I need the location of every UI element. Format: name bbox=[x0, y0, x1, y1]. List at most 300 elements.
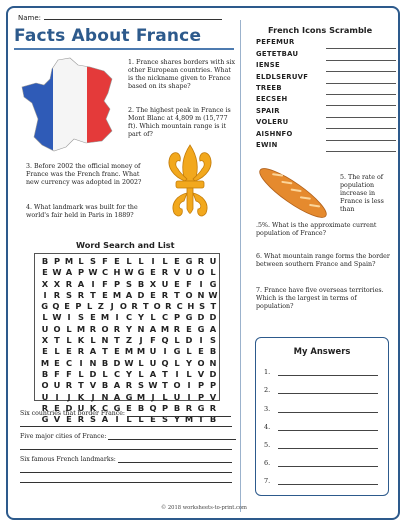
grid-letter[interactable]: O bbox=[197, 357, 205, 368]
grid-letter[interactable]: L bbox=[78, 256, 84, 266]
word-list-cities-line2 bbox=[20, 443, 232, 450]
grid-letter[interactable]: P bbox=[161, 402, 169, 413]
grid-letter[interactable]: B bbox=[101, 357, 109, 368]
grid-letter[interactable]: L bbox=[174, 357, 180, 368]
answer-line[interactable] bbox=[278, 429, 378, 431]
grid-letter[interactable]: L bbox=[102, 368, 108, 379]
grid-letter[interactable]: D bbox=[185, 335, 193, 346]
scramble-list bbox=[256, 38, 396, 152]
grid-letter[interactable]: S bbox=[126, 278, 132, 289]
grid-letter[interactable]: R bbox=[77, 289, 85, 300]
grid-letter[interactable]: M bbox=[184, 414, 194, 425]
grid-letter[interactable]: M bbox=[136, 391, 146, 402]
grid-letter[interactable]: J bbox=[91, 391, 95, 402]
grid-letter[interactable]: B bbox=[173, 402, 181, 413]
grid-letter[interactable]: N bbox=[89, 357, 97, 368]
grid-letter[interactable]: T bbox=[198, 414, 204, 425]
grid-letter[interactable]: R bbox=[161, 267, 169, 278]
grid-letter[interactable]: E bbox=[174, 278, 180, 289]
grid-letter[interactable]: F bbox=[66, 368, 72, 379]
grid-letter[interactable]: I bbox=[67, 312, 71, 323]
grid-letter[interactable]: P bbox=[197, 391, 205, 402]
grid-letter[interactable]: C bbox=[113, 368, 121, 379]
grid-letter[interactable]: A bbox=[65, 267, 73, 278]
grid-letter[interactable]: R bbox=[77, 414, 85, 425]
scramble-word: PEFEMUR bbox=[256, 38, 295, 47]
grid-letter[interactable]: I bbox=[199, 278, 203, 289]
grid-letter[interactable]: H bbox=[113, 267, 121, 278]
grid-letter[interactable]: O bbox=[197, 267, 205, 278]
grid-letter[interactable]: B bbox=[137, 278, 145, 289]
grid-letter[interactable]: I bbox=[163, 346, 167, 357]
grid-letter[interactable]: S bbox=[66, 289, 72, 300]
grid-letter[interactable]: L bbox=[162, 256, 168, 266]
title-rule bbox=[14, 48, 234, 50]
question-5-continued: .5%. What is the approximate current population of France? bbox=[256, 222, 377, 237]
grid-letter[interactable]: I bbox=[43, 289, 47, 300]
grid-letter[interactable]: D bbox=[65, 402, 73, 413]
grid-letter[interactable]: G bbox=[185, 312, 193, 323]
list-label-cities: Five major cities of France: bbox=[20, 433, 107, 440]
grid-letter[interactable]: C bbox=[161, 312, 169, 323]
grid-letter[interactable]: M bbox=[136, 346, 146, 357]
grid-letter[interactable]: F bbox=[150, 335, 156, 346]
grid-letter[interactable]: L bbox=[186, 346, 192, 357]
baguette-image bbox=[252, 161, 334, 225]
grid-letter[interactable]: C bbox=[125, 312, 133, 323]
fleur-de-lis-image bbox=[160, 143, 220, 228]
grid-letter[interactable]: I bbox=[91, 278, 95, 289]
scramble-answer-line[interactable] bbox=[326, 108, 396, 118]
grid-letter[interactable]: P bbox=[113, 278, 121, 289]
grid-letter[interactable]: G bbox=[137, 267, 145, 278]
answer-line[interactable] bbox=[20, 466, 232, 473]
grid-letter[interactable]: L bbox=[186, 368, 192, 379]
grid-letter[interactable]: G bbox=[125, 391, 133, 402]
grid-letter[interactable]: D bbox=[197, 312, 205, 323]
grid-letter[interactable]: R bbox=[131, 301, 138, 312]
grid-letter[interactable]: X bbox=[41, 335, 49, 346]
grid-letter[interactable]: J bbox=[151, 391, 155, 402]
grid-letter[interactable]: I bbox=[115, 312, 119, 323]
grid-letter[interactable]: S bbox=[90, 414, 96, 425]
grid-letter[interactable]: Q bbox=[52, 301, 60, 312]
grid-letter[interactable]: E bbox=[64, 301, 70, 312]
grid-letter[interactable]: E bbox=[150, 267, 156, 278]
grid-letter[interactable]: L bbox=[138, 368, 144, 379]
word-list-cities bbox=[20, 433, 236, 440]
grid-letter[interactable]: W bbox=[52, 267, 62, 278]
grid-letter[interactable]: E bbox=[174, 256, 180, 266]
scramble-item bbox=[256, 49, 396, 60]
grid-letter[interactable]: L bbox=[66, 335, 72, 346]
answer-line[interactable] bbox=[278, 411, 378, 413]
scramble-item bbox=[256, 118, 396, 129]
my-answers-box bbox=[255, 337, 389, 496]
scramble-word: ELDLSERUVF bbox=[256, 72, 309, 81]
grid-letter[interactable]: S bbox=[90, 256, 96, 266]
grid-letter[interactable]: Q bbox=[149, 402, 157, 413]
answer-line[interactable] bbox=[278, 465, 378, 467]
grid-letter[interactable]: E bbox=[126, 402, 132, 413]
answer-line[interactable] bbox=[108, 433, 236, 440]
grid-letter[interactable]: C bbox=[65, 357, 73, 368]
grid-letter[interactable]: R bbox=[165, 301, 172, 312]
grid-letter[interactable]: E bbox=[114, 256, 120, 266]
grid-letter[interactable]: W bbox=[148, 380, 158, 391]
grid-letter[interactable]: Q bbox=[161, 335, 169, 346]
grid-letter[interactable]: U bbox=[53, 380, 61, 391]
grid-letter[interactable]: L bbox=[138, 357, 144, 368]
answer-number: 4. bbox=[264, 422, 271, 431]
grid-letter[interactable]: O bbox=[173, 380, 181, 391]
grid-letter[interactable]: L bbox=[42, 312, 48, 323]
word-list-landmarks-line3 bbox=[20, 476, 232, 483]
grid-letter[interactable]: D bbox=[209, 368, 217, 379]
grid-letter[interactable]: P bbox=[197, 380, 205, 391]
grid-row bbox=[35, 256, 219, 267]
grid-letter[interactable]: O bbox=[53, 323, 61, 334]
grid-letter[interactable]: S bbox=[162, 414, 168, 425]
grid-letter[interactable]: U bbox=[149, 357, 157, 368]
grid-letter[interactable]: D bbox=[137, 289, 145, 300]
grid-letter[interactable]: E bbox=[150, 414, 156, 425]
grid-letter[interactable]: R bbox=[113, 323, 121, 334]
grid-letter[interactable]: A bbox=[101, 414, 109, 425]
grid-letter[interactable]: Y bbox=[185, 357, 192, 368]
grid-letter[interactable]: G bbox=[197, 323, 205, 334]
scramble-item bbox=[256, 61, 396, 72]
grid-letter[interactable]: Z bbox=[125, 335, 133, 346]
grid-letter[interactable]: C bbox=[176, 301, 183, 312]
grid-letter[interactable]: T bbox=[210, 301, 217, 312]
grid-letter[interactable]: K bbox=[89, 402, 97, 413]
grid-letter[interactable]: L bbox=[54, 346, 60, 357]
grid-letter[interactable]: S bbox=[199, 301, 206, 312]
scramble-word: VOLERU bbox=[256, 118, 289, 127]
grid-letter[interactable]: G bbox=[209, 278, 217, 289]
grid-letter[interactable]: I bbox=[187, 391, 191, 402]
grid-letter[interactable]: A bbox=[149, 323, 157, 334]
grid-letter[interactable]: J bbox=[67, 391, 71, 402]
answer-line[interactable] bbox=[278, 374, 378, 376]
grid-letter[interactable]: I bbox=[151, 256, 155, 266]
answer-line[interactable] bbox=[127, 410, 231, 417]
grid-letter[interactable]: Y bbox=[173, 414, 180, 425]
answer-line[interactable] bbox=[20, 476, 232, 483]
grid-row bbox=[35, 290, 219, 301]
grid-letter[interactable]: Z bbox=[97, 301, 104, 312]
grid-letter[interactable]: C bbox=[101, 267, 109, 278]
grid-row bbox=[35, 324, 219, 335]
grid-letter[interactable]: P bbox=[173, 312, 181, 323]
scramble-item bbox=[256, 95, 396, 106]
scramble-word: GETETBAU bbox=[256, 49, 299, 58]
scramble-answer-line[interactable] bbox=[326, 131, 396, 141]
scramble-answer-line[interactable] bbox=[326, 62, 396, 72]
question-5: 5. The rate of population increase in France is less than bbox=[340, 174, 384, 213]
grid-letter[interactable]: B bbox=[209, 414, 217, 425]
grid-letter[interactable]: M bbox=[160, 323, 170, 334]
name-label: Name: bbox=[18, 14, 42, 22]
grid-letter[interactable]: E bbox=[54, 402, 60, 413]
grid-letter[interactable]: I bbox=[187, 380, 191, 391]
grid-letter[interactable]: A bbox=[89, 346, 97, 357]
grid-letter[interactable]: O bbox=[41, 380, 49, 391]
scramble-answer-line[interactable] bbox=[326, 85, 396, 95]
grid-letter[interactable]: N bbox=[101, 335, 109, 346]
grid-letter[interactable]: L bbox=[162, 391, 168, 402]
grid-letter[interactable]: O bbox=[101, 323, 109, 334]
grid-letter[interactable]: R bbox=[209, 402, 217, 413]
grid-letter[interactable]: T bbox=[174, 289, 180, 300]
question-7: 7. France have five overseas territories. Which is the largest in terms of population? bbox=[256, 287, 384, 310]
grid-letter[interactable]: T bbox=[143, 301, 149, 312]
scramble-item bbox=[256, 141, 396, 152]
answer-line[interactable] bbox=[20, 420, 232, 427]
grid-letter[interactable]: D bbox=[113, 357, 121, 368]
grid-letter[interactable]: L bbox=[78, 368, 84, 379]
grid-letter[interactable]: I bbox=[199, 335, 203, 346]
answer-number: 1. bbox=[264, 368, 271, 377]
grid-letter[interactable]: F bbox=[186, 278, 192, 289]
grid-letter[interactable]: U bbox=[209, 256, 217, 266]
grid-letter[interactable]: P bbox=[75, 301, 82, 312]
grid-letter[interactable]: L bbox=[138, 256, 144, 266]
grid-letter[interactable]: F bbox=[102, 278, 108, 289]
grid-letter[interactable]: P bbox=[53, 256, 61, 266]
grid-letter[interactable]: A bbox=[125, 289, 133, 300]
grid-letter[interactable]: R bbox=[89, 323, 97, 334]
answer-line[interactable] bbox=[278, 392, 378, 394]
grid-letter[interactable]: J bbox=[139, 335, 143, 346]
grid-letter[interactable]: Y bbox=[125, 323, 132, 334]
grid-letter[interactable]: R bbox=[65, 278, 73, 289]
grid-letter[interactable]: E bbox=[42, 346, 48, 357]
grid-letter[interactable]: V bbox=[197, 368, 205, 379]
grid-letter[interactable]: P bbox=[209, 380, 217, 391]
grid-letter[interactable]: R bbox=[185, 402, 193, 413]
grid-letter[interactable]: A bbox=[77, 278, 85, 289]
grid-letter[interactable]: U bbox=[185, 267, 193, 278]
grid-letter[interactable]: E bbox=[66, 414, 72, 425]
grid-letter[interactable]: R bbox=[161, 289, 169, 300]
grid-letter[interactable]: L bbox=[86, 301, 93, 312]
grid-letter[interactable]: M bbox=[124, 346, 134, 357]
grid-letter[interactable]: M bbox=[112, 289, 122, 300]
grid-letter[interactable]: F bbox=[54, 368, 60, 379]
grid-letter[interactable]: S bbox=[138, 380, 144, 391]
grid-letter[interactable]: E bbox=[198, 346, 204, 357]
scramble-answer-line[interactable] bbox=[326, 39, 396, 49]
grid-letter[interactable]: H bbox=[187, 301, 195, 312]
grid-letter[interactable]: X bbox=[149, 278, 157, 289]
grid-letter[interactable]: D bbox=[209, 312, 217, 323]
grid-letter[interactable]: T bbox=[162, 380, 168, 391]
grid-letter[interactable]: L bbox=[90, 335, 96, 346]
answer-line[interactable] bbox=[20, 443, 232, 450]
answer-line[interactable] bbox=[118, 456, 232, 463]
grid-letter[interactable]: O bbox=[185, 289, 193, 300]
word-list-countries-line2 bbox=[20, 420, 232, 427]
grid-letter[interactable]: B bbox=[209, 346, 217, 357]
grid-letter[interactable]: L bbox=[210, 267, 216, 278]
grid-letter[interactable]: P bbox=[77, 267, 85, 278]
grid-letter[interactable]: A bbox=[149, 368, 157, 379]
scramble-answer-line[interactable] bbox=[326, 142, 396, 152]
grid-row bbox=[35, 369, 219, 380]
answer-number: 2. bbox=[264, 386, 271, 395]
grid-letter[interactable]: W bbox=[124, 267, 134, 278]
grid-letter[interactable]: N bbox=[101, 391, 109, 402]
scramble-item bbox=[256, 106, 396, 117]
grid-letter[interactable]: L bbox=[126, 414, 132, 425]
grid-letter[interactable]: W bbox=[52, 312, 62, 323]
grid-letter[interactable]: U bbox=[41, 323, 49, 334]
grid-letter[interactable]: E bbox=[186, 323, 192, 334]
grid-letter[interactable]: L bbox=[66, 323, 72, 334]
grid-letter[interactable]: E bbox=[90, 312, 96, 323]
grid-letter[interactable]: D bbox=[89, 368, 97, 379]
grid-letter[interactable]: B bbox=[41, 256, 49, 266]
grid-letter[interactable]: B bbox=[41, 368, 49, 379]
word-list-countries bbox=[20, 410, 231, 417]
grid-letter[interactable]: O bbox=[119, 301, 127, 312]
grid-letter[interactable]: N bbox=[209, 357, 217, 368]
grid-letter[interactable]: U bbox=[41, 391, 49, 402]
scramble-answer-line[interactable] bbox=[326, 74, 396, 84]
grid-letter[interactable]: R bbox=[53, 289, 61, 300]
grid-row bbox=[35, 380, 219, 391]
grid-letter[interactable]: G bbox=[113, 402, 121, 413]
grid-letter[interactable]: Q bbox=[161, 357, 169, 368]
grid-letter[interactable]: S bbox=[78, 312, 84, 323]
answer-line[interactable] bbox=[278, 447, 378, 449]
grid-letter[interactable]: N bbox=[137, 323, 145, 334]
answer-number: 5. bbox=[264, 440, 271, 449]
grid-letter[interactable]: I bbox=[79, 357, 83, 368]
scramble-word: SPAIR bbox=[256, 106, 280, 115]
grid-letter[interactable]: N bbox=[197, 289, 205, 300]
grid-letter[interactable]: G bbox=[41, 301, 49, 312]
grid-letter[interactable]: L bbox=[138, 414, 144, 425]
answer-row bbox=[264, 376, 388, 394]
grid-letter[interactable]: U bbox=[161, 278, 169, 289]
grid-letter[interactable]: R bbox=[41, 402, 49, 413]
grid-letter[interactable]: G bbox=[185, 256, 193, 266]
grid-letter[interactable]: R bbox=[173, 323, 181, 334]
scramble-word: IENSE bbox=[256, 61, 280, 70]
grid-letter[interactable]: E bbox=[102, 289, 108, 300]
grid-letter[interactable]: L bbox=[126, 256, 132, 266]
column-divider bbox=[240, 20, 241, 512]
grid-letter[interactable]: E bbox=[42, 267, 48, 278]
scramble-title: French Icons Scramble bbox=[268, 25, 373, 35]
grid-letter[interactable]: T bbox=[102, 346, 108, 357]
grid-letter[interactable]: Y bbox=[125, 368, 132, 379]
grid-letter[interactable]: E bbox=[150, 289, 156, 300]
grid-letter[interactable]: T bbox=[90, 289, 96, 300]
grid-row bbox=[35, 358, 219, 369]
grid-letter[interactable]: F bbox=[102, 256, 108, 266]
grid-letter[interactable]: L bbox=[150, 312, 156, 323]
question-2: 2. The highest peak in France is Mont Blanc at 4,809 m (15,777 ft). Which mountain range is it part of? bbox=[128, 107, 231, 138]
grid-letter[interactable]: E bbox=[114, 346, 120, 357]
grid-letter[interactable]: K bbox=[77, 391, 85, 402]
grid-letter[interactable]: V bbox=[173, 267, 181, 278]
scramble-answer-line[interactable] bbox=[326, 96, 396, 106]
grid-letter[interactable]: R bbox=[125, 380, 133, 391]
grid-row bbox=[35, 335, 219, 346]
grid-letter[interactable]: W bbox=[88, 267, 98, 278]
grid-letter[interactable]: K bbox=[77, 335, 85, 346]
grid-letter[interactable]: M bbox=[100, 312, 110, 323]
grid-letter[interactable]: G bbox=[197, 402, 205, 413]
grid-letter[interactable]: J bbox=[110, 301, 114, 312]
grid-letter[interactable]: X bbox=[41, 278, 49, 289]
grid-row bbox=[35, 279, 219, 290]
grid-letter[interactable]: U bbox=[173, 391, 181, 402]
grid-letter[interactable]: E bbox=[66, 346, 72, 357]
answer-number: 6. bbox=[264, 459, 271, 468]
grid-letter[interactable]: T bbox=[114, 335, 120, 346]
question-4: 4. What landmark was built for the world's fair held in Paris in 1889? bbox=[26, 204, 138, 219]
grid-letter[interactable]: R bbox=[65, 380, 73, 391]
grid-letter[interactable]: W bbox=[208, 289, 218, 300]
grid-letter[interactable]: E bbox=[54, 357, 60, 368]
scramble-answer-line[interactable] bbox=[326, 51, 396, 61]
grid-letter[interactable]: T bbox=[162, 368, 168, 379]
grid-letter[interactable]: T bbox=[54, 335, 60, 346]
wordsearch-title: Word Search and List bbox=[76, 240, 175, 250]
grid-letter[interactable]: C bbox=[101, 402, 109, 413]
grid-letter[interactable]: A bbox=[113, 380, 121, 391]
grid-letter[interactable]: R bbox=[197, 256, 205, 266]
grid-letter[interactable]: V bbox=[53, 414, 61, 425]
grid-letter[interactable]: B bbox=[101, 380, 109, 391]
answer-line[interactable] bbox=[278, 483, 378, 485]
grid-letter[interactable]: W bbox=[124, 357, 134, 368]
grid-letter[interactable]: I bbox=[55, 391, 59, 402]
name-field[interactable] bbox=[18, 13, 222, 22]
grid-letter[interactable]: X bbox=[53, 278, 61, 289]
grid-letter[interactable]: I bbox=[115, 414, 119, 425]
grid-letter[interactable]: R bbox=[77, 346, 85, 357]
grid-letter[interactable]: V bbox=[209, 391, 217, 402]
grid-letter[interactable]: I bbox=[175, 368, 179, 379]
grid-letter[interactable]: G bbox=[41, 414, 49, 425]
grid-letter[interactable]: Y bbox=[137, 312, 144, 323]
grid-letter[interactable]: G bbox=[173, 346, 181, 357]
scramble-word: AISHNFO bbox=[256, 129, 293, 138]
name-line[interactable] bbox=[44, 13, 222, 20]
grid-letter[interactable]: M bbox=[64, 256, 74, 266]
grid-letter[interactable]: A bbox=[113, 391, 121, 402]
scramble-answer-line[interactable] bbox=[326, 119, 396, 129]
answer-row bbox=[264, 413, 388, 431]
grid-letter[interactable]: A bbox=[209, 323, 217, 334]
grid-letter[interactable]: M bbox=[40, 357, 50, 368]
grid-letter[interactable]: T bbox=[78, 380, 84, 391]
grid-letter[interactable]: M bbox=[76, 323, 86, 334]
grid-letter[interactable]: O bbox=[153, 301, 161, 312]
grid-letter[interactable]: V bbox=[89, 380, 97, 391]
grid-letter[interactable]: U bbox=[77, 402, 85, 413]
grid-letter[interactable]: L bbox=[174, 335, 180, 346]
grid-letter[interactable]: S bbox=[210, 335, 216, 346]
grid-letter[interactable]: B bbox=[137, 402, 145, 413]
grid-letter[interactable]: U bbox=[149, 346, 157, 357]
